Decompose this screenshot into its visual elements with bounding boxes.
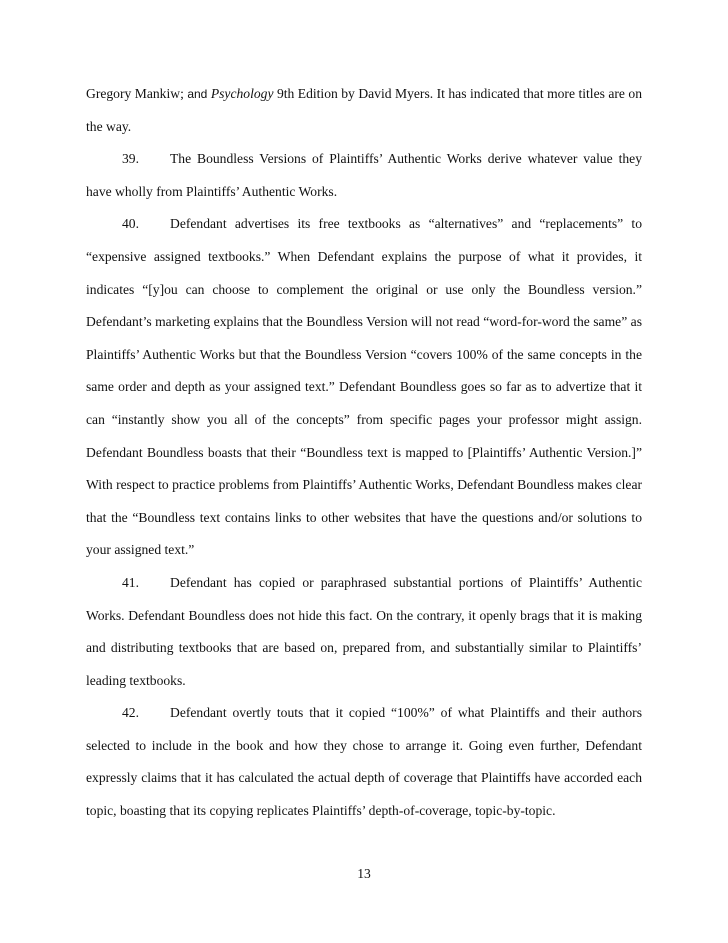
paragraph-41 (86, 567, 642, 697)
conjunction-text: and (187, 87, 208, 101)
paragraph-number: 42. (122, 705, 139, 721)
paragraph-text: Defendant has copied or paraphrased substantial portions of Plaintiffs’ Authentic Works. Defendant Boundless does not hide this fact. On the contrary, it openly brags that it is making and distributing textbooks that are based on, prepared from, and substantially similar to Plaintiffs’ leading textbooks. (86, 574, 642, 688)
paragraph-text: Defendant advertises its free textbooks as “alternatives” and “replacements” to “expensive assigned textbooks.” When Defendant explains the purpose of what it provides, it indicates “[y]ou can choose to complement the original or use only the Boundless version.” Defendant’s marketing explains that the Boundless Version will not read “word-for-word the same” as Plaintiffs’ Authentic Works but that the Boundless Version “covers 100% of the same concepts in the same order and depth as your assigned text.” Defendant Boundless goes so far as to advertize that it can “instantly show you all of the concepts” from specific pages your professor might assign. Defendant Boundless boasts that their “Boundless text is mapped to [Plaintiffs’ Authentic Version.]” With respect to practice problems from Plaintiffs’ Authentic Works, Defendant Boundless makes clear that the “Boundless text contains links to other websites that have the questions and/or solutions to your assigned text.” (86, 216, 642, 558)
paragraph-42 (86, 697, 642, 827)
paragraph-text: Defendant overtly touts that it copied “100%” of what Plaintiffs and their authors selected to include in the book and how they chose to arrange it. Going even further, Defendant expressly claims that it has calculated the actual depth of coverage that Plaintiffs have accorded each topic, boasting that its copying replicates Plaintiffs’ depth-of-coverage, topic-by-topic. (86, 705, 642, 819)
page-number: 13 (357, 866, 371, 881)
paragraph-number: 40. (122, 216, 139, 232)
paragraph-number: 39. (122, 151, 139, 167)
paragraph-40 (86, 208, 642, 567)
paragraph-number: 41. (122, 574, 139, 590)
paragraph-39 (86, 143, 642, 208)
book-title-italic: Psychology (210, 86, 274, 101)
paragraph-text: The Boundless Versions of Plaintiffs’ Authentic Works derive whatever value they have wholly from Plaintiffs’ Authentic Works. (86, 151, 642, 199)
paragraph-text: Gregory Mankiw; (86, 86, 188, 101)
paragraph-text: 9th Edition by David Myers. It has indicated that more titles are on the way. (86, 86, 642, 134)
paragraph-continuation (86, 78, 642, 143)
document-body (86, 78, 642, 828)
